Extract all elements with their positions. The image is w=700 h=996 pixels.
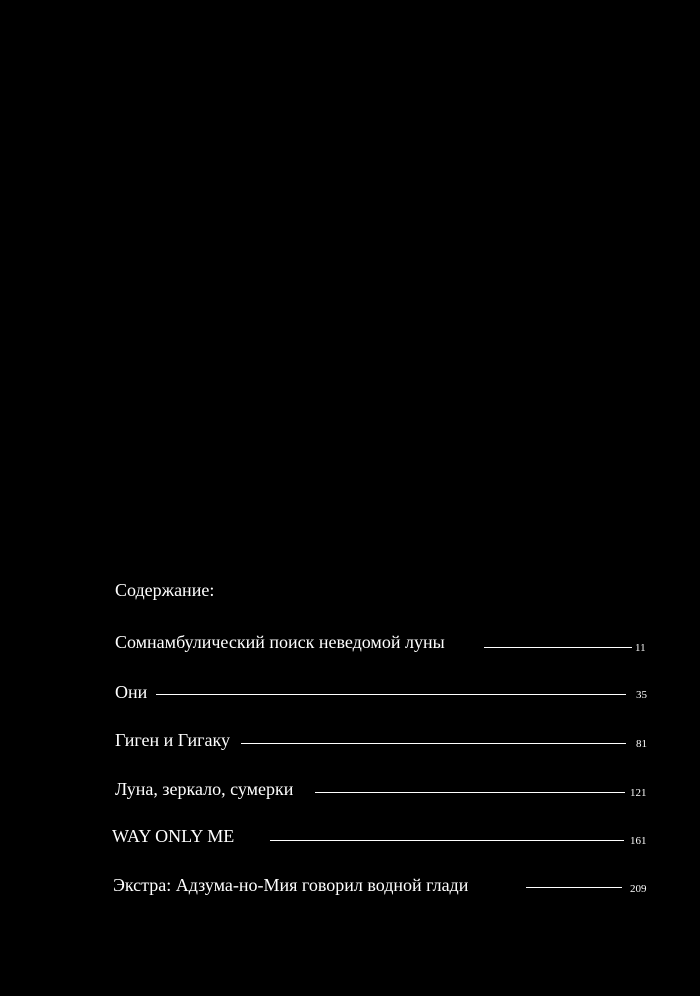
toc-entry-title: Они — [115, 682, 148, 702]
toc-entry[interactable] — [115, 631, 655, 653]
toc-leader-line — [241, 743, 626, 744]
toc-entry-page: 81 — [636, 738, 647, 750]
toc-leader-line — [270, 840, 624, 841]
toc-entry-title: Сомнамбулический поиск неведомой луны — [115, 632, 445, 652]
toc-entry-page: 35 — [636, 689, 647, 701]
toc-entry[interactable] — [113, 874, 655, 896]
toc-entry[interactable] — [115, 681, 655, 703]
toc-entry[interactable] — [115, 778, 655, 800]
toc-entry-page: 161 — [630, 835, 647, 847]
toc-entry-title: Луна, зеркало, сумерки — [115, 779, 294, 799]
toc-entry[interactable] — [112, 825, 655, 847]
toc-entry-title: WAY ONLY ME — [112, 826, 235, 846]
toc-leader-line — [484, 647, 632, 648]
toc-entry-page: 11 — [635, 642, 646, 654]
toc-leader-line — [315, 792, 625, 793]
toc-entry-title: Экстра: Адзума-но-Мия говорил водной глади — [113, 875, 469, 895]
toc-leader-line — [526, 887, 622, 888]
toc-entry-title: Гиген и Гигаку — [115, 730, 230, 750]
toc-entry-page: 209 — [630, 883, 647, 895]
toc-entry[interactable] — [115, 729, 655, 751]
toc-leader-line — [156, 694, 626, 695]
toc-entry-page: 121 — [630, 787, 647, 799]
toc-heading: Содержание: — [115, 580, 215, 600]
